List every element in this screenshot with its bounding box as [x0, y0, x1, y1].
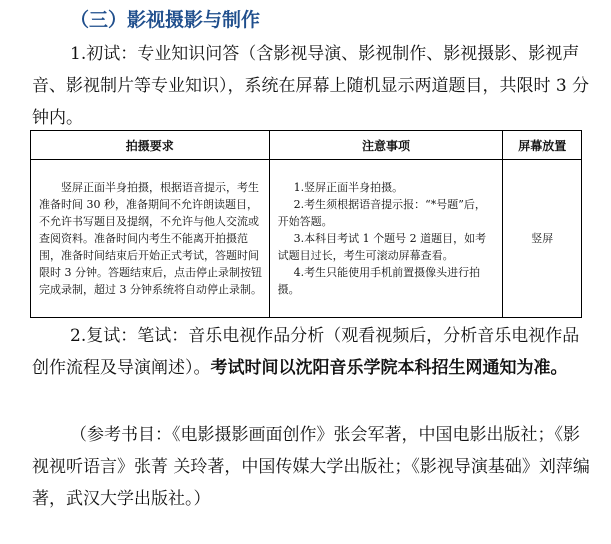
reference-books-paragraph: [32, 419, 592, 515]
placement-cell: 竖屏: [503, 160, 582, 318]
header-requirements: 拍摄要求: [31, 131, 270, 160]
note-item: 1.竖屏正面半身拍摄。: [293, 181, 404, 194]
note-item: 2.考生须根据语音提示报：“*号题”后，开始答题。: [277, 198, 486, 228]
header-placement: 屏幕放置: [503, 131, 582, 160]
table-header-row: [31, 131, 582, 160]
reference-books-text: （参考书目：《电影摄影画面创作》张会军著，中国电影出版社；《影视视听语言》张菁 关玲著，中国传媒大学出版社；《影视导演基础》刘萍编著，武汉大学出版社。）: [32, 425, 590, 509]
notes-cell: [269, 160, 503, 318]
table-row: [31, 160, 582, 318]
second-exam-paragraph: [32, 320, 592, 384]
second-exam-text: 2.复试：笔试：音乐电视作品分析（观看视频后，分析音乐电视作品创作流程及导演阐述）。: [32, 326, 580, 378]
note-item: 4.考生只能使用手机前置摄像头进行拍摄。: [277, 266, 481, 296]
preliminary-exam-paragraph: [32, 38, 592, 134]
exam-time-notice: 考试时间以沈阳音乐学院本科招生网通知为准。: [210, 358, 568, 378]
section-heading: （三）影视摄影与制作: [70, 9, 261, 31]
preliminary-exam-text: 1.初试：专业知识问答（含影视导演、影视制作、影视摄影、影视声音、影视制片等专业知识），系统在屏幕上随机显示两道题目，共限时 3 分钟内。: [32, 44, 590, 128]
note-item: 3.本科目考试 1 个题号 2 道题目，如考试题目过长，考生可滚动屏幕查看。: [277, 232, 487, 262]
exam-requirements-table: [30, 130, 582, 318]
header-notes: 注意事项: [269, 131, 503, 160]
requirements-cell: 竖屏正面半身拍摄，根据语音提示，考生准备时间 30 秒，准备期间不允许朗读题目，不允许书写题目及提纲，不允许与他人交流或查阅资料。准备时间内考生不能离开拍摄范围，准备时间结束后开始正式考试，答题时间限时 3 分钟。答题结束后，点击停止录制按钮完成录制，超过 3 分钟系统将自动停止录制。: [31, 160, 270, 318]
